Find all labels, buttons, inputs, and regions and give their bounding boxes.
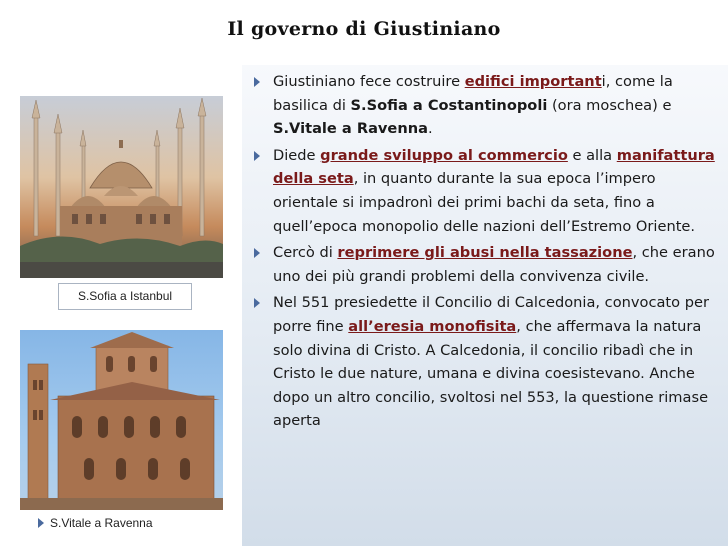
bold-text: S.Sofia a Costantinopoli bbox=[350, 96, 548, 114]
bullet-item bbox=[254, 241, 722, 288]
vitale-caption-text: S.Vitale a Ravenna bbox=[50, 516, 153, 530]
highlight-text: edifici important bbox=[464, 73, 602, 90]
highlight-text: grande sviluppo al commercio bbox=[320, 146, 568, 164]
bold-text: S.Vitale a Ravenna bbox=[273, 120, 428, 138]
bullet-arrow-icon bbox=[254, 77, 260, 87]
vitale-caption bbox=[34, 512, 210, 534]
bullet-item bbox=[254, 144, 722, 238]
bullet-arrow-icon bbox=[254, 151, 260, 161]
bullet-text: e alla bbox=[567, 146, 617, 164]
vitale-photo bbox=[20, 330, 223, 510]
bullet-text: Giustiniano fece costruire bbox=[273, 73, 465, 90]
bullet-item bbox=[254, 291, 722, 433]
bullet-text: , che erano uno dei più grandi problemi della convivenza civile. bbox=[273, 244, 715, 285]
sofia-photo bbox=[20, 96, 223, 278]
bullet-text: (ora moschea) e bbox=[547, 96, 672, 114]
highlight-text: all’eresia monofisita bbox=[348, 317, 517, 335]
bullet-text: i, come la basilica di bbox=[273, 73, 673, 114]
bullet-list bbox=[254, 70, 722, 436]
bullet-text: , che affermava la natura solo divina di Cristo. A Calcedonia, il concilio ribadì che in Cristo le due nature, umana e divina coesistevano. Anche dopo un altro concilio, svoltosi nel 553, la questione rimase aperta bbox=[273, 317, 709, 430]
bullet-arrow-icon bbox=[38, 518, 44, 528]
sofia-caption: S.Sofia a Istanbul bbox=[58, 283, 192, 310]
bullet-text: , in quanto durante la sua epoca l’impero orientale si impadronì dei primi bachi da seta, fino a quell’epoca monopolio delle nazioni dell’Estremo Oriente. bbox=[273, 170, 696, 235]
bullet-arrow-icon bbox=[254, 248, 260, 258]
slide-title: Il governo di Giustiniano bbox=[227, 18, 501, 40]
bullet-text: Nel 551 presiedette il Concilio di Calcedonia, convocato per porre fine bbox=[273, 294, 709, 335]
bullet-text: Cercò di bbox=[273, 244, 338, 262]
bullet-text: Diede bbox=[273, 146, 321, 164]
highlight-text: manifattura della seta bbox=[273, 146, 715, 188]
bullet-text: . bbox=[427, 120, 433, 138]
highlight-text: reprimere gli abusi nella tassazione bbox=[337, 244, 633, 262]
bullet-item bbox=[254, 70, 722, 141]
san-vitale-illustration bbox=[20, 330, 223, 510]
hagia-sophia-illustration bbox=[20, 96, 223, 278]
bullet-arrow-icon bbox=[254, 298, 260, 308]
